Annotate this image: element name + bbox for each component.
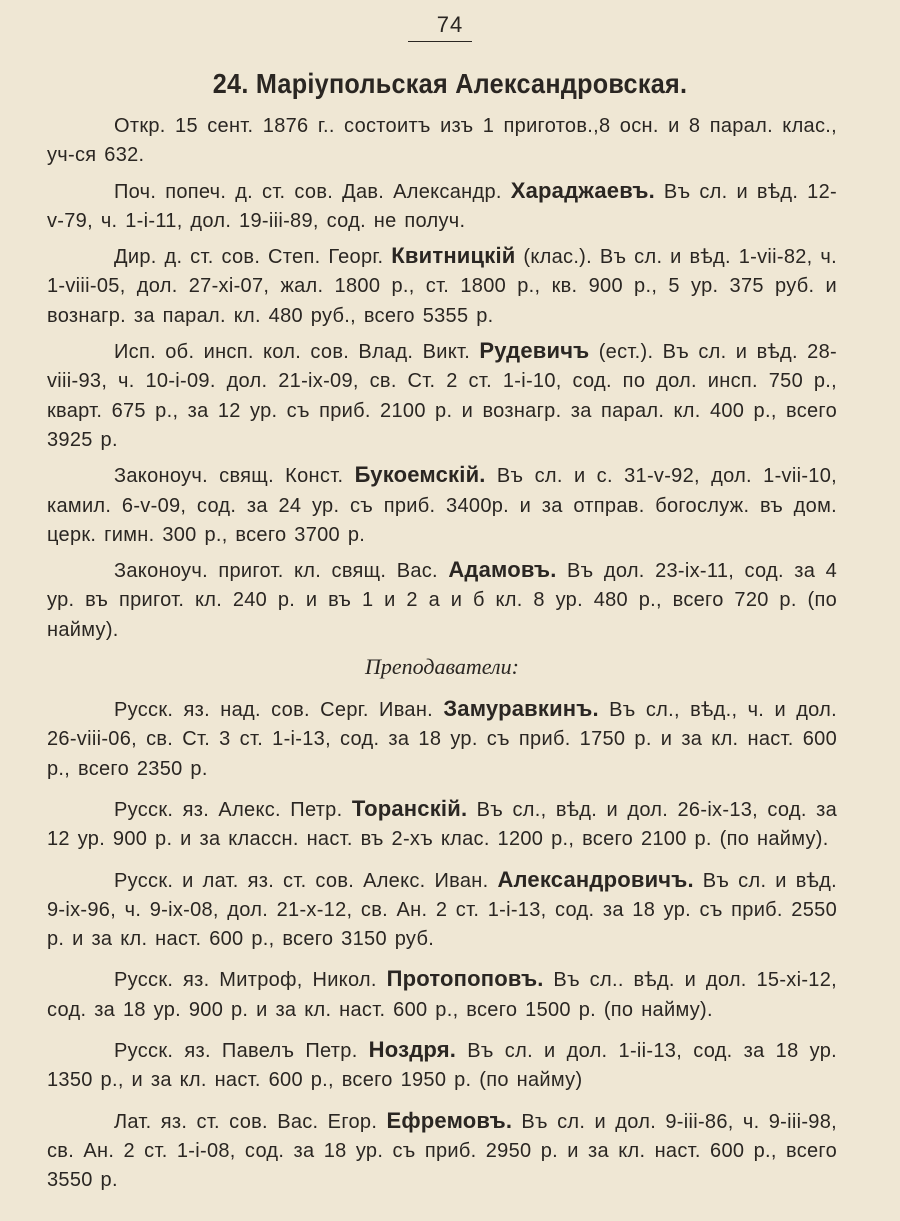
staff-entry <box>47 460 837 550</box>
entries-body <box>47 112 837 1201</box>
entry-details: Въ сл. и вѣд. 12-v-79, ч. 1-i-11, дол. 19-iii-89, сод. не получ. <box>47 180 837 232</box>
entry-position: Лат. яз. ст. сов. Вас. Егор. <box>114 1110 387 1133</box>
page-number-rule <box>408 41 472 42</box>
entry-details: Въ сл. и дол. 1-ii-13, сод. за 18 ур. 1350 р., и за кл. наст. 600 р., всего 1950 р. (по найму) <box>47 1040 837 1092</box>
entry-position: Исп. об. инсп. кол. сов. Влад. Викт. <box>114 341 480 364</box>
entry-details: Въ сл., вѣд. и дол. 26-ix-13, сод. за 12 ур. 900 р. и за классн. наст. въ 2-хъ клас. 1200 р., всего 2100 р. (по найму). <box>47 798 838 851</box>
entry-details: Въ сл., вѣд., ч. и дол. 26-viii-06, св. Ст. 3 ст. 1-i-13, сод. за 18 ур. съ приб. 1750 р. и за кл. наст. 600 р., всего 2350 р. <box>47 699 837 780</box>
entry-details: Въ сл. и дол. 9-iii-86, ч. 9-iii-98, св. Ан. 2 ст. 1-i-08, сод. за 18 ур. съ приб. 2950 р. и за кл. наст. 600 р., всего 3550 р. <box>47 1110 838 1192</box>
person-name: Александровичъ. <box>497 866 694 892</box>
intro-paragraph: Откр. 15 сент. 1876 г.. состоитъ изъ 1 приготов.,8 осн. и 8 парал. клас., уч-ся 632. <box>47 115 837 167</box>
entry-details: Въ сл. и с. 31-v-92, дол. 1-vii-10, камил. 6-v-09, сод. за 24 ур. съ приб. 3400р. и за отправ. богослуж. въ дом. церк. гимн. 300 р., всего 3700 р. <box>47 465 837 546</box>
teacher-entry <box>47 964 837 1025</box>
teachers-heading: Преподаватели: <box>365 654 519 680</box>
entry-details: Въ сл.. вѣд. и дол. 15-xi-12, сод. за 18 ур. 900 р. и за кл. наст. 600 р., всего 1500 р. (по найму). <box>47 969 837 1021</box>
entry-position: Русск. яз. Алекс. Петр. <box>114 798 352 821</box>
page-number: 74 <box>436 12 464 37</box>
teacher-entry <box>47 1106 837 1196</box>
entry-position: Русск. яз. Митроф, Никол. <box>114 969 387 992</box>
entry-position: Законоуч. пригот. кл. свящ. Вас. <box>114 560 449 583</box>
person-name: Букоемскій. <box>354 462 486 488</box>
entry-details: (клас.). Въ сл. и вѣд. 1-vii-82, ч. 1-viii-05, дол. 27-xi-07, жал. 1800 р., ст. 1800 р., кв. 900 р., 5 ур. 375 руб. и вознагр. за парал. кл. 480 руб., всего 5355 р. <box>47 246 837 327</box>
person-name: Адамовъ. <box>448 557 557 583</box>
person-name: Хараджаевъ. <box>510 177 655 203</box>
staff-entry <box>47 555 837 645</box>
staff-entry <box>47 336 837 455</box>
person-name: Квитницкій <box>391 243 516 269</box>
teacher-entry <box>47 865 837 955</box>
entry-position: Русск. яз. Павелъ Петр. <box>114 1040 369 1063</box>
staff-entry <box>47 241 837 331</box>
section-title: 24. Маріупольская Александровская. <box>212 68 688 99</box>
person-name: Ефремовъ. <box>386 1107 513 1133</box>
entry-position: Законоуч. свящ. Конст. <box>114 465 355 488</box>
teacher-entry <box>47 794 837 855</box>
person-name: Протопоповъ. <box>386 966 544 992</box>
staff-entry <box>47 176 837 237</box>
person-name: Рудевичъ <box>479 338 590 364</box>
person-name: Торанскій. <box>351 795 468 821</box>
person-name: Замуравкинъ. <box>443 696 599 722</box>
teacher-entry <box>47 694 837 784</box>
entry-position: Дир. д. ст. сов. Степ. Георг. <box>114 246 392 269</box>
entry-position: Русск. яз. над. сов. Серг. Иван. <box>114 699 444 722</box>
person-name: Ноздря. <box>368 1037 457 1063</box>
entry-position: Русск. и лат. яз. ст. сов. Алекс. Иван. <box>114 869 498 892</box>
entry-details: (ест.). Въ сл. и вѣд. 28-viii-93, ч. 10-i-09. дол. 21-ix-09, св. Ст. 2 ст. 1-i-10, сод. по дол. инсп. 750 р., кварт. 675 р., за 12 ур. съ приб. 2100 р. и вознагр. за парал. кл. 400 р., всего 3925 р. <box>47 341 837 451</box>
entry-details: Въ сл. и вѣд. 9-ix-96, ч. 9-ix-08, дол. 21-x-12, св. Ан. 2 ст. 1-i-13, сод. за 18 ур. съ приб. 2550 р. и за кл. наст. 600 р., всего 3150 руб. <box>47 869 837 951</box>
teacher-entry <box>47 1035 837 1096</box>
entry-position: Поч. попеч. д. ст. сов. Дав. Александр. <box>114 180 511 203</box>
entry-details: Въ дол. 23-ix-11, сод. за 4 ур. въ пригот. кл. 240 р. и въ 1 и 2 а и б кл. 8 ур. 480 р., всего 720 р. (по найму). <box>47 560 837 641</box>
